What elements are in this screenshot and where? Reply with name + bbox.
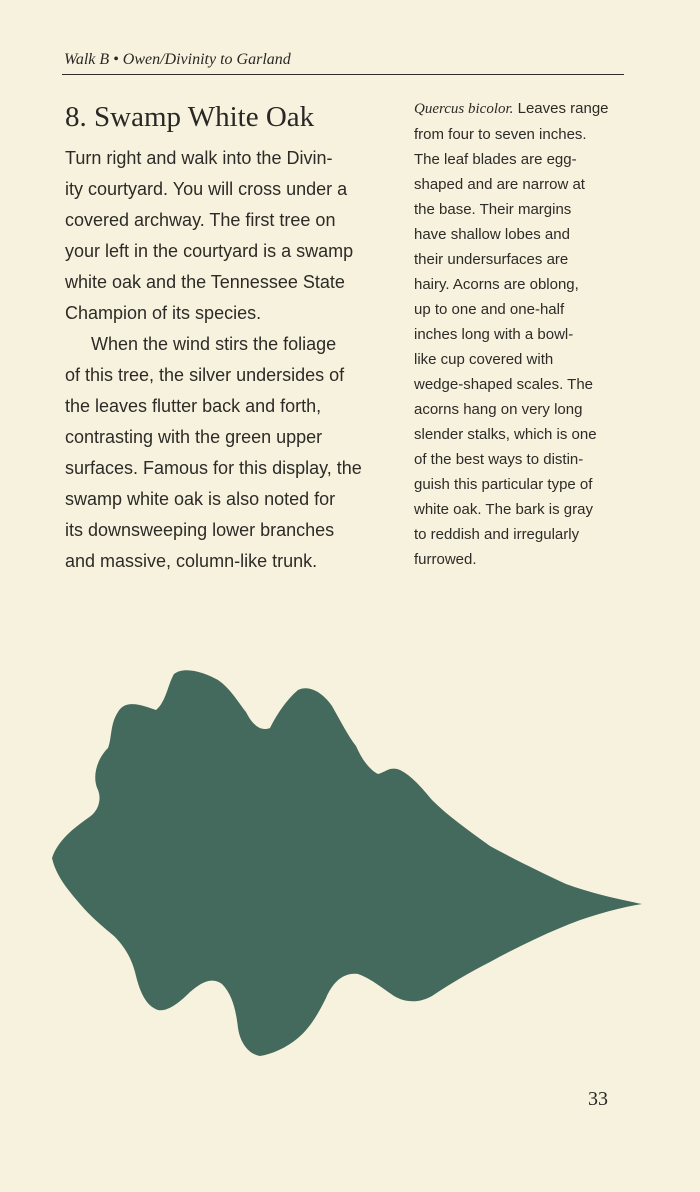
section-title: 8. Swamp White Oak <box>65 101 315 133</box>
running-head: Walk B • Owen/Divinity to Garland <box>64 51 291 68</box>
text-line: ity courtyard. You will cross under a <box>65 179 348 199</box>
text-line: contrasting with the green upper <box>65 427 323 447</box>
sidebar-line: to reddish and irregularly <box>414 526 580 543</box>
page-number: 33 <box>588 1088 608 1110</box>
sidebar-line: of the best ways to distin- <box>414 451 584 468</box>
main-column <box>65 97 395 577</box>
sidebar-line: guish this particular type of <box>414 476 593 493</box>
sidebar-line: their undersurfaces are <box>414 251 569 268</box>
sidebar-line: wedge-shaped scales. The <box>414 376 594 393</box>
latin-name: Quercus bicolor. <box>414 101 514 117</box>
text-line: When the wind stirs the foliage <box>91 334 337 354</box>
sidebar-line: from four to seven inches. <box>414 126 587 143</box>
sidebar-line: shaped and are narrow at <box>414 176 585 193</box>
sidebar-line: slender stalks, which is one <box>414 426 597 443</box>
text-line: the leaves flutter back and forth, <box>65 396 322 416</box>
sidebar-line: up to one and one-half <box>414 301 565 318</box>
sidebar-line: furrowed. <box>414 551 477 568</box>
text-line: surfaces. Famous for this display, the <box>65 458 362 478</box>
sidebar-line: white oak. The bark is gray <box>414 501 593 518</box>
paragraph-1 <box>65 143 395 329</box>
sidebar-line: the base. Their margins <box>414 201 572 218</box>
sidebar-line: acorns hang on very long <box>414 401 583 418</box>
text-line: Champion of its species. <box>65 303 262 323</box>
oak-leaf-illustration <box>40 650 660 1070</box>
sidebar-line: have shallow lobes and <box>414 226 570 243</box>
sidebar-line: hairy. Acorns are oblong, <box>414 276 579 293</box>
sidebar-column <box>414 96 629 572</box>
text-line: white oak and the Tennessee State <box>65 272 345 292</box>
text-line: Turn right and walk into the Divin- <box>65 148 333 168</box>
paragraph-2 <box>65 329 395 577</box>
sidebar-first-line <box>414 96 629 122</box>
text-line: and massive, column-like trunk. <box>65 551 318 571</box>
sidebar-line: inches long with a bowl- <box>414 326 574 343</box>
header-rule <box>62 74 624 75</box>
sidebar-line: The leaf blades are egg- <box>414 151 577 168</box>
text-line: covered archway. The first tree on <box>65 210 336 230</box>
sidebar-line: like cup covered with <box>414 351 554 368</box>
sidebar-first-line-text: Leaves range <box>513 100 609 117</box>
text-line: of this tree, the silver undersides of <box>65 365 345 385</box>
text-line: swamp white oak is also noted for <box>65 489 336 509</box>
text-line: your left in the courtyard is a swamp <box>65 241 354 261</box>
leaf-shape <box>52 670 642 1056</box>
text-line: its downsweeping lower branches <box>65 520 335 540</box>
